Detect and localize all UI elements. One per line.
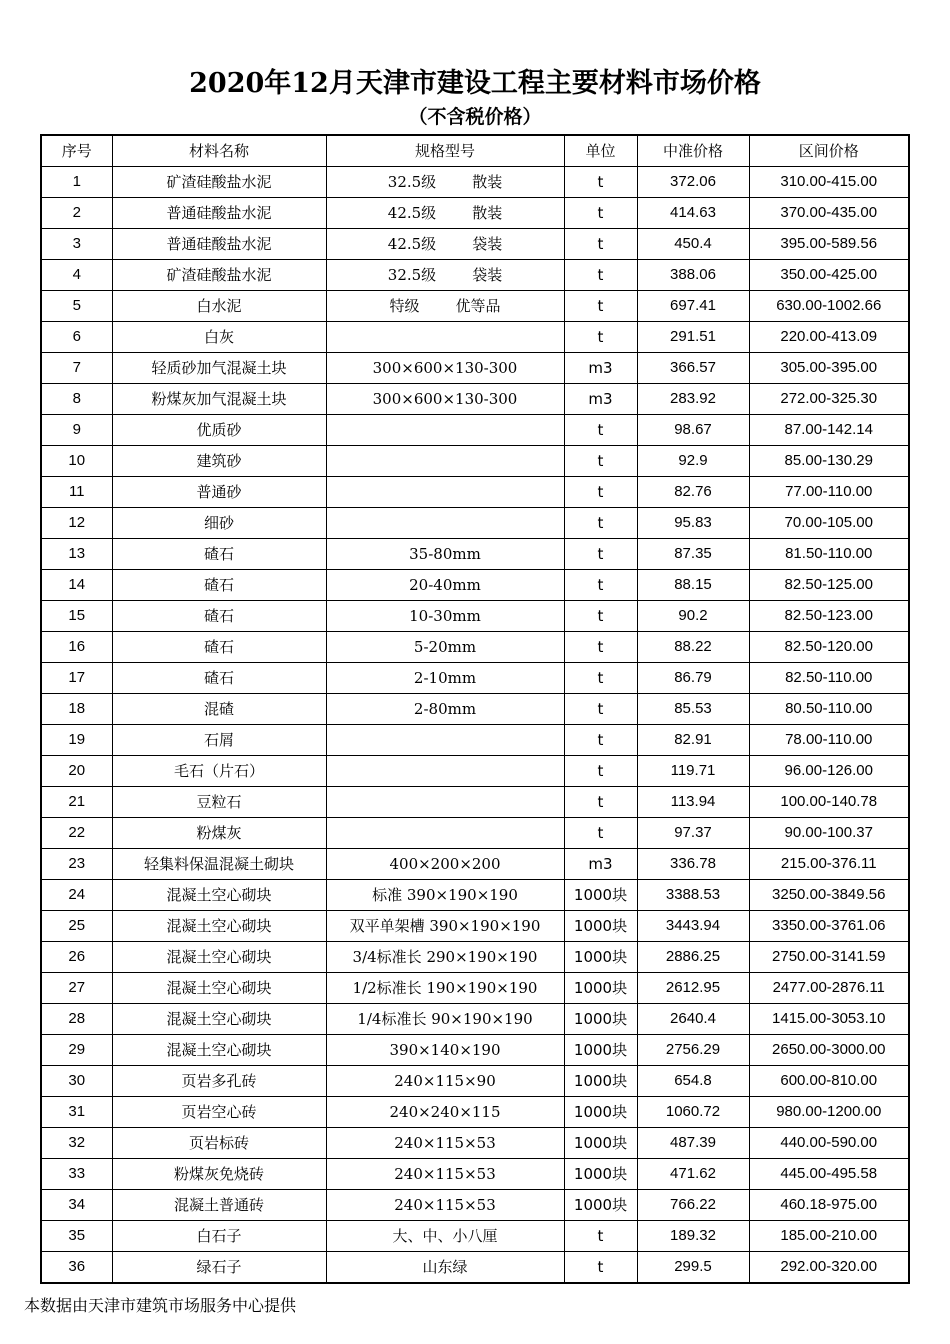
table-row <box>41 849 909 880</box>
table-row <box>41 539 909 570</box>
cell-material-name: 粉煤灰免烧砖 <box>112 1159 326 1190</box>
spec-grade: 山东绿 <box>422 1258 468 1276</box>
spec-grade: 240×115×53 <box>394 1196 496 1214</box>
cell-unit: m3 <box>564 384 637 415</box>
cell-unit: t <box>564 694 637 725</box>
cell-mid-price: 2756.29 <box>637 1035 749 1066</box>
cell-range-price: 185.00-210.00 <box>749 1221 909 1252</box>
cell-range-price: 80.50-110.00 <box>749 694 909 725</box>
cell-mid-price: 86.79 <box>637 663 749 694</box>
cell-range-price: 440.00-590.00 <box>749 1128 909 1159</box>
cell-material-name: 石屑 <box>112 725 326 756</box>
cell-no: 18 <box>41 694 112 725</box>
cell-range-price: 980.00-1200.00 <box>749 1097 909 1128</box>
cell-range-price: 292.00-320.00 <box>749 1252 909 1284</box>
cell-no: 24 <box>41 880 112 911</box>
cell-no: 2 <box>41 198 112 229</box>
cell-unit: t <box>564 229 637 260</box>
spec-grade: 42.5级 <box>387 235 437 253</box>
table-row <box>41 911 909 942</box>
cell-no: 11 <box>41 477 112 508</box>
cell-material-name: 白灰 <box>112 322 326 353</box>
table-row <box>41 229 909 260</box>
table-row <box>41 1097 909 1128</box>
cell-mid-price: 3443.94 <box>637 911 749 942</box>
cell-material-name: 混凝土空心砌块 <box>112 1035 326 1066</box>
cell-material-name: 普通砂 <box>112 477 326 508</box>
cell-no: 34 <box>41 1190 112 1221</box>
cell-range-price: 350.00-425.00 <box>749 260 909 291</box>
spec-packaging: 散装 <box>472 173 503 191</box>
cell-unit: 1000块 <box>564 880 637 911</box>
cell-range-price: 1415.00-3053.10 <box>749 1004 909 1035</box>
cell-material-name: 白水泥 <box>112 291 326 322</box>
cell-spec <box>326 849 564 880</box>
cell-no: 3 <box>41 229 112 260</box>
cell-range-price: 82.50-125.00 <box>749 570 909 601</box>
cell-mid-price: 85.53 <box>637 694 749 725</box>
cell-spec <box>326 322 564 353</box>
cell-unit: t <box>564 167 637 198</box>
cell-no: 23 <box>41 849 112 880</box>
cell-no: 21 <box>41 787 112 818</box>
cell-mid-price: 487.39 <box>637 1128 749 1159</box>
cell-range-price: 600.00-810.00 <box>749 1066 909 1097</box>
cell-mid-price: 2640.4 <box>637 1004 749 1035</box>
cell-spec <box>326 973 564 1004</box>
cell-range-price: 305.00-395.00 <box>749 353 909 384</box>
header-spec: 规格型号 <box>326 135 564 167</box>
cell-range-price: 70.00-105.00 <box>749 508 909 539</box>
cell-spec <box>326 694 564 725</box>
cell-spec <box>326 229 564 260</box>
spec-grade: 标准 390×190×190 <box>372 886 518 904</box>
cell-range-price: 82.50-110.00 <box>749 663 909 694</box>
cell-spec <box>326 601 564 632</box>
cell-spec <box>326 415 564 446</box>
table-row <box>41 1190 909 1221</box>
cell-unit: 1000块 <box>564 1035 637 1066</box>
table-row <box>41 787 909 818</box>
spec-grade: 10-30mm <box>409 607 481 625</box>
cell-mid-price: 1060.72 <box>637 1097 749 1128</box>
cell-mid-price: 2612.95 <box>637 973 749 1004</box>
cell-material-name: 碴石 <box>112 601 326 632</box>
table-row <box>41 1221 909 1252</box>
cell-spec <box>326 1159 564 1190</box>
cell-range-price: 100.00-140.78 <box>749 787 909 818</box>
cell-spec <box>326 508 564 539</box>
cell-range-price: 78.00-110.00 <box>749 725 909 756</box>
cell-unit: t <box>564 632 637 663</box>
cell-mid-price: 189.32 <box>637 1221 749 1252</box>
cell-range-price: 310.00-415.00 <box>749 167 909 198</box>
table-row <box>41 601 909 632</box>
cell-mid-price: 471.62 <box>637 1159 749 1190</box>
cell-material-name: 轻集料保温混凝土砌块 <box>112 849 326 880</box>
cell-spec <box>326 632 564 663</box>
cell-range-price: 96.00-126.00 <box>749 756 909 787</box>
cell-no: 27 <box>41 973 112 1004</box>
cell-unit: t <box>564 477 637 508</box>
cell-material-name: 混凝土空心砌块 <box>112 880 326 911</box>
header-mid-price: 中准价格 <box>637 135 749 167</box>
cell-unit: t <box>564 756 637 787</box>
cell-spec <box>326 291 564 322</box>
cell-mid-price: 291.51 <box>637 322 749 353</box>
cell-no: 10 <box>41 446 112 477</box>
table-row <box>41 1035 909 1066</box>
table-row <box>41 663 909 694</box>
cell-unit: t <box>564 570 637 601</box>
page-title: 2020年12月天津市建设工程主要材料市场价格 <box>189 68 761 99</box>
cell-material-name: 优质砂 <box>112 415 326 446</box>
source-note: 本数据由天津市建筑市场服务中心提供 <box>24 1296 297 1315</box>
cell-spec <box>326 1128 564 1159</box>
cell-unit: 1000块 <box>564 1004 637 1035</box>
cell-no: 17 <box>41 663 112 694</box>
cell-material-name: 碴石 <box>112 632 326 663</box>
cell-spec <box>326 384 564 415</box>
cell-material-name: 混凝土空心砌块 <box>112 1004 326 1035</box>
table-row <box>41 1066 909 1097</box>
cell-no: 7 <box>41 353 112 384</box>
spec-grade: 35-80mm <box>409 545 481 563</box>
spec-grade: 双平单架槽 390×190×190 <box>349 917 541 935</box>
spec-grade: 2-80mm <box>413 700 477 718</box>
table-row <box>41 353 909 384</box>
cell-mid-price: 82.76 <box>637 477 749 508</box>
cell-mid-price: 336.78 <box>637 849 749 880</box>
cell-unit: t <box>564 818 637 849</box>
cell-unit: t <box>564 787 637 818</box>
table-row <box>41 570 909 601</box>
cell-mid-price: 97.37 <box>637 818 749 849</box>
cell-mid-price: 113.94 <box>637 787 749 818</box>
cell-mid-price: 82.91 <box>637 725 749 756</box>
cell-range-price: 272.00-325.30 <box>749 384 909 415</box>
cell-range-price: 81.50-110.00 <box>749 539 909 570</box>
cell-spec <box>326 1190 564 1221</box>
cell-no: 13 <box>41 539 112 570</box>
spec-packaging: 袋装 <box>472 235 503 253</box>
cell-mid-price: 450.4 <box>637 229 749 260</box>
cell-spec <box>326 539 564 570</box>
spec-packaging: 优等品 <box>455 297 501 315</box>
cell-material-name: 豆粒石 <box>112 787 326 818</box>
cell-mid-price: 766.22 <box>637 1190 749 1221</box>
cell-mid-price: 88.22 <box>637 632 749 663</box>
cell-material-name: 绿石子 <box>112 1252 326 1284</box>
cell-range-price: 77.00-110.00 <box>749 477 909 508</box>
spec-grade: 32.5级 <box>387 173 437 191</box>
cell-material-name: 混凝土普通砖 <box>112 1190 326 1221</box>
cell-unit: 1000块 <box>564 1159 637 1190</box>
cell-material-name: 混凝土空心砌块 <box>112 973 326 1004</box>
cell-unit: t <box>564 198 637 229</box>
cell-no: 5 <box>41 291 112 322</box>
cell-no: 30 <box>41 1066 112 1097</box>
cell-spec <box>326 663 564 694</box>
table-row <box>41 260 909 291</box>
cell-no: 1 <box>41 167 112 198</box>
cell-spec <box>326 260 564 291</box>
cell-material-name: 页岩多孔砖 <box>112 1066 326 1097</box>
spec-grade: 400×200×200 <box>389 855 501 873</box>
cell-spec <box>326 1066 564 1097</box>
header-no: 序号 <box>41 135 112 167</box>
cell-spec <box>326 1221 564 1252</box>
spec-packaging: 散装 <box>472 204 503 222</box>
cell-unit: t <box>564 291 637 322</box>
cell-no: 28 <box>41 1004 112 1035</box>
cell-material-name: 矿渣硅酸盐水泥 <box>112 167 326 198</box>
cell-range-price: 3350.00-3761.06 <box>749 911 909 942</box>
cell-spec <box>326 911 564 942</box>
cell-material-name: 碴石 <box>112 663 326 694</box>
cell-spec <box>326 1252 564 1284</box>
cell-no: 20 <box>41 756 112 787</box>
cell-no: 33 <box>41 1159 112 1190</box>
cell-material-name: 粉煤灰加气混凝土块 <box>112 384 326 415</box>
cell-range-price: 460.18-975.00 <box>749 1190 909 1221</box>
table-row <box>41 880 909 911</box>
cell-unit: t <box>564 1221 637 1252</box>
cell-spec <box>326 880 564 911</box>
table-row <box>41 1004 909 1035</box>
cell-unit: t <box>564 260 637 291</box>
table-body <box>41 167 909 1284</box>
cell-unit: 1000块 <box>564 973 637 1004</box>
cell-mid-price: 119.71 <box>637 756 749 787</box>
table-row <box>41 446 909 477</box>
spec-grade: 300×600×130-300 <box>372 359 518 377</box>
table-row <box>41 756 909 787</box>
cell-unit: 1000块 <box>564 1066 637 1097</box>
cell-material-name: 粉煤灰 <box>112 818 326 849</box>
cell-material-name: 页岩标砖 <box>112 1128 326 1159</box>
cell-unit: t <box>564 415 637 446</box>
cell-material-name: 混凝土空心砌块 <box>112 942 326 973</box>
header-unit: 单位 <box>564 135 637 167</box>
table-row <box>41 725 909 756</box>
cell-spec <box>326 353 564 384</box>
spec-grade: 240×115×53 <box>394 1134 496 1152</box>
table-row <box>41 694 909 725</box>
cell-spec <box>326 787 564 818</box>
spec-packaging: 袋装 <box>472 266 503 284</box>
cell-mid-price: 299.5 <box>637 1252 749 1284</box>
cell-no: 4 <box>41 260 112 291</box>
table-row <box>41 198 909 229</box>
cell-unit: t <box>564 446 637 477</box>
cell-no: 22 <box>41 818 112 849</box>
cell-material-name: 毛石（片石） <box>112 756 326 787</box>
table-row <box>41 632 909 663</box>
cell-mid-price: 88.15 <box>637 570 749 601</box>
spec-grade: 240×115×53 <box>394 1165 496 1183</box>
cell-no: 19 <box>41 725 112 756</box>
cell-no: 32 <box>41 1128 112 1159</box>
cell-mid-price: 388.06 <box>637 260 749 291</box>
spec-grade: 390×140×190 <box>389 1041 501 1059</box>
table-row <box>41 818 909 849</box>
cell-unit: 1000块 <box>564 1190 637 1221</box>
cell-mid-price: 2886.25 <box>637 942 749 973</box>
cell-unit: 1000块 <box>564 911 637 942</box>
cell-range-price: 3250.00-3849.56 <box>749 880 909 911</box>
cell-unit: t <box>564 1252 637 1284</box>
cell-range-price: 2750.00-3141.59 <box>749 942 909 973</box>
spec-grade: 特级 <box>389 297 420 315</box>
cell-no: 35 <box>41 1221 112 1252</box>
spec-grade: 1/2标准长 190×190×190 <box>352 979 538 997</box>
cell-range-price: 395.00-589.56 <box>749 229 909 260</box>
cell-unit: t <box>564 539 637 570</box>
cell-range-price: 2650.00-3000.00 <box>749 1035 909 1066</box>
table-row <box>41 415 909 446</box>
cell-range-price: 370.00-435.00 <box>749 198 909 229</box>
cell-range-price: 445.00-495.58 <box>749 1159 909 1190</box>
header-range-price: 区间价格 <box>749 135 909 167</box>
table-row <box>41 1128 909 1159</box>
spec-grade: 300×600×130-300 <box>372 390 518 408</box>
spec-grade: 42.5级 <box>387 204 437 222</box>
cell-unit: 1000块 <box>564 1128 637 1159</box>
cell-range-price: 82.50-120.00 <box>749 632 909 663</box>
cell-no: 15 <box>41 601 112 632</box>
cell-material-name: 普通硅酸盐水泥 <box>112 198 326 229</box>
cell-unit: t <box>564 508 637 539</box>
table-row <box>41 1159 909 1190</box>
cell-mid-price: 92.9 <box>637 446 749 477</box>
cell-material-name: 轻质砂加气混凝土块 <box>112 353 326 384</box>
cell-no: 36 <box>41 1252 112 1284</box>
header-material-name: 材料名称 <box>112 135 326 167</box>
cell-no: 8 <box>41 384 112 415</box>
cell-spec <box>326 446 564 477</box>
cell-spec <box>326 167 564 198</box>
cell-no: 12 <box>41 508 112 539</box>
cell-spec <box>326 1097 564 1128</box>
cell-material-name: 碴石 <box>112 539 326 570</box>
cell-mid-price: 3388.53 <box>637 880 749 911</box>
table-row <box>41 477 909 508</box>
cell-no: 26 <box>41 942 112 973</box>
cell-unit: 1000块 <box>564 1097 637 1128</box>
cell-mid-price: 90.2 <box>637 601 749 632</box>
table-row <box>41 1252 909 1284</box>
spec-grade: 240×240×115 <box>389 1103 501 1121</box>
table-row <box>41 167 909 198</box>
cell-unit: 1000块 <box>564 942 637 973</box>
cell-range-price: 85.00-130.29 <box>749 446 909 477</box>
cell-no: 9 <box>41 415 112 446</box>
cell-range-price: 630.00-1002.66 <box>749 291 909 322</box>
spec-grade: 32.5级 <box>387 266 437 284</box>
cell-mid-price: 95.83 <box>637 508 749 539</box>
cell-mid-price: 87.35 <box>637 539 749 570</box>
cell-mid-price: 98.67 <box>637 415 749 446</box>
table-row <box>41 384 909 415</box>
cell-range-price: 87.00-142.14 <box>749 415 909 446</box>
cell-spec <box>326 1035 564 1066</box>
cell-material-name: 普通硅酸盐水泥 <box>112 229 326 260</box>
cell-range-price: 90.00-100.37 <box>749 818 909 849</box>
cell-range-price: 215.00-376.11 <box>749 849 909 880</box>
price-table <box>40 134 910 1284</box>
spec-grade: 大、中、小八厘 <box>392 1227 498 1245</box>
spec-grade: 20-40mm <box>409 576 481 594</box>
cell-no: 29 <box>41 1035 112 1066</box>
spec-grade: 5-20mm <box>413 638 477 656</box>
cell-mid-price: 414.63 <box>637 198 749 229</box>
table-row <box>41 322 909 353</box>
cell-material-name: 矿渣硅酸盐水泥 <box>112 260 326 291</box>
cell-unit: t <box>564 601 637 632</box>
cell-material-name: 混凝土空心砌块 <box>112 911 326 942</box>
cell-no: 31 <box>41 1097 112 1128</box>
cell-unit: t <box>564 663 637 694</box>
cell-spec <box>326 198 564 229</box>
table-header-row <box>41 135 909 167</box>
cell-spec <box>326 756 564 787</box>
cell-material-name: 页岩空心砖 <box>112 1097 326 1128</box>
cell-unit: t <box>564 725 637 756</box>
table-row <box>41 508 909 539</box>
spec-grade: 1/4标准长 90×190×190 <box>357 1010 533 1028</box>
cell-unit: t <box>564 322 637 353</box>
cell-mid-price: 283.92 <box>637 384 749 415</box>
table-row <box>41 942 909 973</box>
cell-material-name: 混碴 <box>112 694 326 725</box>
cell-range-price: 220.00-413.09 <box>749 322 909 353</box>
table-row <box>41 291 909 322</box>
cell-spec <box>326 477 564 508</box>
cell-no: 14 <box>41 570 112 601</box>
cell-material-name: 白石子 <box>112 1221 326 1252</box>
cell-no: 16 <box>41 632 112 663</box>
cell-mid-price: 372.06 <box>637 167 749 198</box>
cell-material-name: 细砂 <box>112 508 326 539</box>
cell-range-price: 2477.00-2876.11 <box>749 973 909 1004</box>
cell-material-name: 碴石 <box>112 570 326 601</box>
page-subtitle: （不含税价格） <box>408 106 542 128</box>
cell-unit: m3 <box>564 849 637 880</box>
spec-grade: 240×115×90 <box>394 1072 496 1090</box>
cell-spec <box>326 818 564 849</box>
cell-unit: m3 <box>564 353 637 384</box>
cell-range-price: 82.50-123.00 <box>749 601 909 632</box>
cell-mid-price: 654.8 <box>637 1066 749 1097</box>
cell-no: 25 <box>41 911 112 942</box>
cell-mid-price: 697.41 <box>637 291 749 322</box>
cell-spec <box>326 942 564 973</box>
cell-material-name: 建筑砂 <box>112 446 326 477</box>
cell-spec <box>326 1004 564 1035</box>
cell-mid-price: 366.57 <box>637 353 749 384</box>
cell-spec <box>326 570 564 601</box>
spec-grade: 2-10mm <box>413 669 477 687</box>
cell-no: 6 <box>41 322 112 353</box>
cell-spec <box>326 725 564 756</box>
spec-grade: 3/4标准长 290×190×190 <box>352 948 538 966</box>
table-row <box>41 973 909 1004</box>
